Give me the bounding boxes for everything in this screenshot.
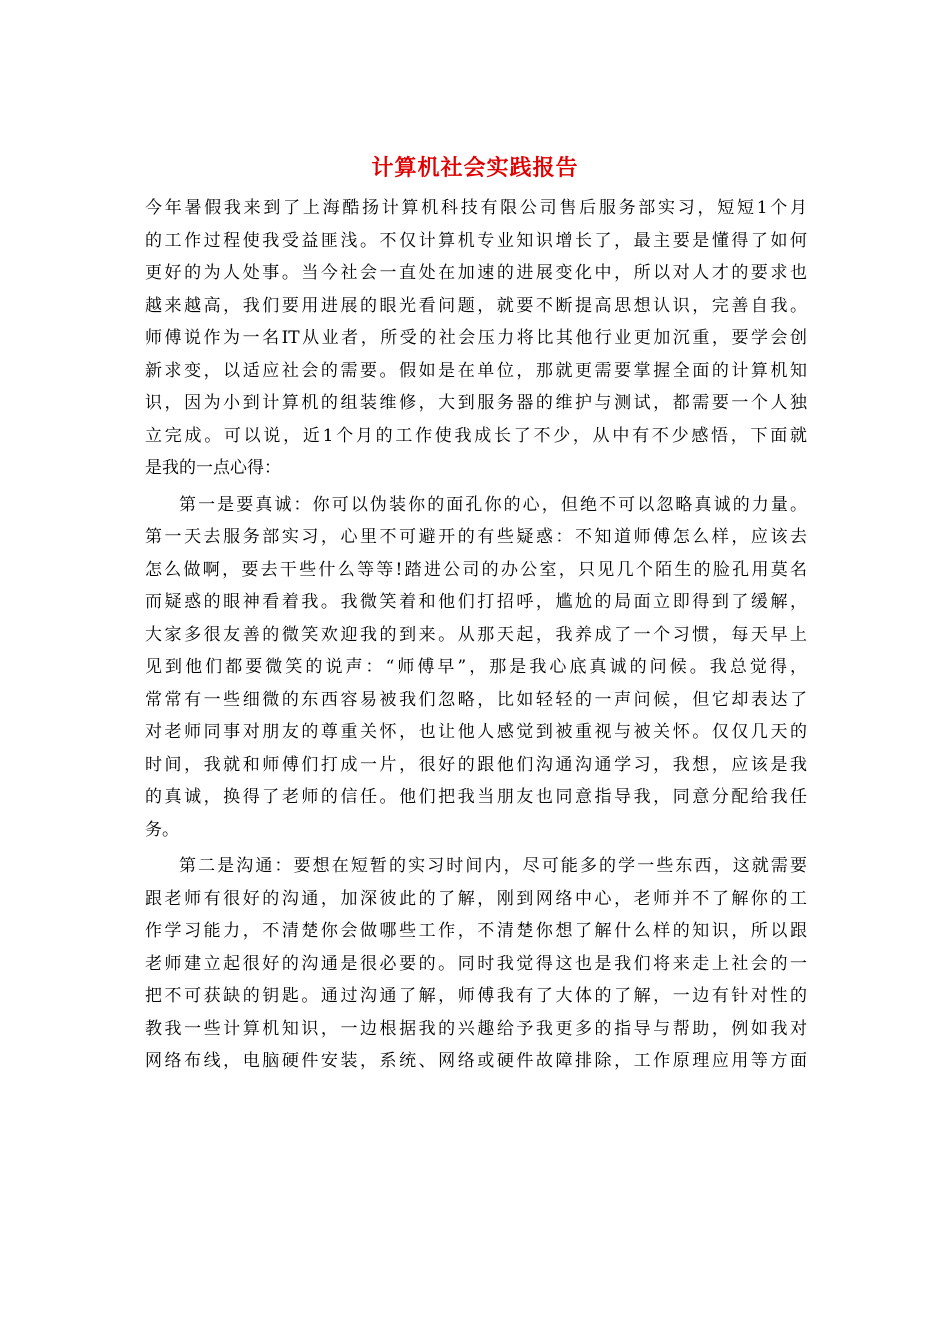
text-line: 师傅说作为一名IT从业者，所受的社会压力将比其他行业更加沉重，要学会创: [145, 328, 807, 348]
text-line: 第一天去服务部实习，心里不可避开的有些疑惑：不知道师傅怎么样，应该去: [145, 527, 807, 547]
text-line: 是我的一点心得：: [145, 458, 281, 478]
text-line: 对老师同事对朋友的尊重关怀，也让他人感觉到被重视与被关怀。仅仅几天的: [145, 722, 807, 742]
text-line: 常常有一些细微的东西容易被我们忽略，比如轻轻的一声问候，但它却表达了: [145, 689, 807, 710]
text-line: 网络布线，电脑硬件安装，系统、网络或硬件故障排除，工作原理应用等方面: [145, 1051, 807, 1071]
paragraph-communication: [145, 850, 807, 1078]
text-line: 立完成。可以说，近1个月的工作使我成长了不少，从中有不少感悟，下面就: [145, 425, 807, 446]
text-line: 的工作过程使我受益匪浅。不仅计算机专业知识增长了，最主要是懂得了如何: [145, 230, 807, 251]
text-line: 时间，我就和师傅们打成一片，很好的跟他们沟通沟通学习，我想，应该是我: [145, 754, 807, 775]
text-line: 见到他们都要微笑的说声：“师傅早”，那是我心底真诚的问候。我总觉得，: [145, 657, 807, 677]
text-line: 越来越高，我们要用进展的眼光看问题，就要不断提高思想认识，完善自我。: [145, 295, 807, 316]
text-line: 把不可获缺的钥匙。通过沟通了解，师傅我有了大体的了解，一边有针对性的: [145, 986, 807, 1006]
text-line: 识，因为小到计算机的组装维修，大到服务器的维护与测试，都需要一个人独: [145, 393, 807, 413]
document-title: 计算机社会实践报告: [371, 155, 579, 181]
text-line: 怎么做啊，要去干些什么等等!踏进公司的办公室，只见几个陌生的脸孔用莫名: [145, 559, 807, 580]
text-line: 务。: [145, 819, 179, 840]
paragraph-intro: [145, 192, 807, 485]
text-line: 教我一些计算机知识，一边根据我的兴趣给予我更多的指导与帮助，例如我对: [145, 1018, 807, 1039]
paragraph-sincerity: [145, 489, 807, 847]
text-line: 更好的为人处事。当今社会一直处在加速的进展变化中，所以对人才的要求也: [145, 263, 807, 283]
text-line: 新求变，以适应社会的需要。假如是在单位，那就更需要掌握全面的计算机知: [145, 360, 807, 381]
text-line: 大家多很友善的微笑欢迎我的到来。从那天起，我养成了一个习惯，每天早上: [145, 624, 807, 645]
text-line: 而疑惑的眼神看着我。我微笑着和他们打招呼，尴尬的局面立即得到了缓解，: [145, 592, 807, 612]
text-line: 今年暑假我来到了上海酷扬计算机科技有限公司售后服务部实习，短短1个月: [145, 198, 807, 218]
text-line: 跟老师有很好的沟通，加深彼此的了解，刚到网络中心，老师并不了解你的工: [145, 888, 807, 909]
text-line: 老师建立起很好的沟通是很必要的。同时我觉得这也是我们将来走上社会的一: [145, 953, 807, 974]
text-line: 第二是沟通：要想在短暂的实习时间内，尽可能多的学一些东西，这就需要: [179, 856, 807, 876]
text-line: 作学习能力，不清楚你会做哪些工作，不清楚你想了解什么样的知识，所以跟: [145, 921, 807, 941]
document-body: [145, 192, 807, 1078]
text-line: 第一是要真诚：你可以伪装你的面孔你的心，但绝不可以忽略真诚的力量。: [179, 494, 807, 515]
text-line: 的真诚，换得了老师的信任。他们把我当朋友也同意指导我，同意分配给我任: [145, 787, 807, 807]
